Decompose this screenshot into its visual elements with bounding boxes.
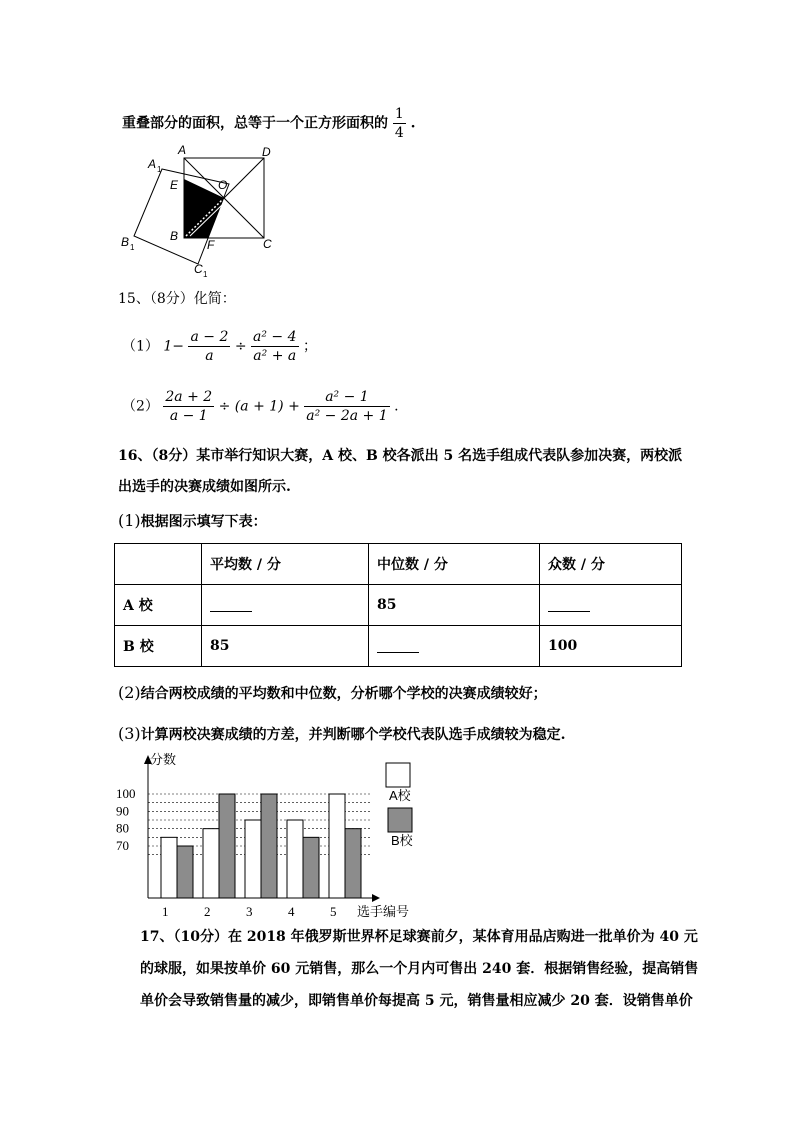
squares-diagram bbox=[110, 140, 300, 280]
intro-text: 重叠部分的面积，总等于一个正方形面积的 bbox=[122, 115, 388, 132]
bar-a-1 bbox=[161, 837, 177, 898]
quarter-fraction bbox=[393, 105, 406, 142]
q15-p1-end: ； bbox=[302, 338, 317, 355]
cell-a-mode[interactable] bbox=[540, 585, 682, 626]
bar-b-3 bbox=[261, 794, 277, 898]
frac-denominator: a − 1 bbox=[169, 408, 208, 424]
sub1-number: (1) bbox=[118, 511, 141, 530]
chart-legend bbox=[386, 763, 414, 848]
table-header-row bbox=[115, 544, 682, 585]
x-tick-label: 2 bbox=[204, 904, 211, 919]
label-a1-sub: 1 bbox=[157, 165, 162, 174]
frac-numerator: 2a + 2 bbox=[165, 389, 213, 405]
q16-sub3 bbox=[118, 725, 566, 744]
label-o: O bbox=[218, 178, 228, 192]
x-tick-label: 5 bbox=[330, 904, 337, 919]
table-row bbox=[115, 626, 682, 667]
table-header-cell: 平均数 / 分 bbox=[202, 544, 369, 585]
bar-b-4 bbox=[303, 837, 319, 898]
table-header-cell: 众数 / 分 bbox=[540, 544, 682, 585]
bar-b-1 bbox=[177, 846, 193, 898]
q15-part1 bbox=[122, 328, 317, 365]
bar-b-5 bbox=[345, 829, 361, 898]
q17-line2: 的球服，如果按单价 60 元销售，那么一个月内可售出 240 套．根据销售经验，提高销售 bbox=[140, 961, 699, 977]
y-tick-label: 100 bbox=[116, 786, 136, 801]
cell-b-median[interactable] bbox=[369, 626, 540, 667]
stats-table bbox=[114, 543, 682, 667]
row-label-a: A 校 bbox=[115, 585, 202, 626]
x-tick-label: 3 bbox=[246, 904, 253, 919]
q15-heading: 15、（8分）化简： bbox=[118, 291, 236, 307]
q17-line1: 17、（10分）在 2018 年俄罗斯世界杯足球赛前夕，某体育用品店购进一批单价为 40 元 bbox=[140, 929, 698, 945]
q15-p1-label: （1） bbox=[122, 338, 159, 355]
label-b: B bbox=[170, 229, 179, 243]
q15-part2 bbox=[122, 388, 399, 425]
intro-line bbox=[122, 105, 416, 142]
x-tick-label: 4 bbox=[288, 904, 295, 919]
x-tick-label: 1 bbox=[162, 904, 169, 919]
intro-period: . bbox=[410, 115, 416, 132]
q16-line2: 出选手的决赛成绩如图所示. bbox=[118, 479, 291, 495]
q16-sub1 bbox=[118, 512, 267, 531]
label-b1-sub: 1 bbox=[130, 243, 135, 252]
answer-blank[interactable] bbox=[210, 599, 252, 612]
legend-swatch-b bbox=[388, 808, 412, 832]
q16-sub2 bbox=[118, 684, 547, 703]
q15-p1-frac1 bbox=[188, 328, 230, 365]
cell-a-mean[interactable] bbox=[202, 585, 369, 626]
answer-blank[interactable] bbox=[377, 640, 419, 653]
q17-line3: 单价会导致销售量的减少，即销售单价每提高 5 元，销售量相应减少 20 套．设销售单价 bbox=[140, 993, 693, 1009]
frac-denominator: a² + a bbox=[253, 348, 297, 364]
frac-numerator: a² − 4 bbox=[253, 329, 297, 345]
cell-b-mean: 85 bbox=[202, 626, 369, 667]
q15-p1-frac2 bbox=[251, 328, 299, 365]
q15-p2-end: . bbox=[394, 398, 399, 415]
legend-swatch-a bbox=[386, 763, 410, 787]
y-tick-label: 80 bbox=[116, 820, 129, 836]
y-tick-label: 70 bbox=[116, 838, 129, 853]
q15-p2-frac1 bbox=[163, 388, 214, 425]
y-axis-label: 分数 bbox=[150, 752, 177, 767]
bar-a-5 bbox=[329, 794, 345, 898]
sub1-text: 根据图示填写下表： bbox=[140, 514, 267, 530]
fraction-numerator: 1 bbox=[394, 106, 404, 122]
cell-b-mode: 100 bbox=[540, 626, 682, 667]
answer-blank[interactable] bbox=[548, 599, 590, 612]
label-b1: B bbox=[121, 235, 130, 249]
frac-denominator: a bbox=[205, 348, 214, 364]
bar-a-3 bbox=[245, 820, 261, 898]
label-c1: C bbox=[194, 262, 203, 276]
label-f: F bbox=[207, 238, 215, 252]
frac-numerator: a² − 1 bbox=[304, 388, 389, 407]
label-a: A bbox=[178, 143, 187, 157]
q16-line1: 16、（8分）某市举行知识大赛，A 校、B 校各派出 5 名选手组成代表队参加决赛，两校派 bbox=[118, 448, 683, 464]
label-e: E bbox=[170, 178, 179, 192]
cell-a-median: 85 bbox=[369, 585, 540, 626]
legend-label-b: B校 bbox=[391, 833, 413, 848]
bar-b-2 bbox=[219, 794, 235, 898]
label-c: C bbox=[263, 237, 272, 251]
sub2-text: 结合两校成绩的平均数和中位数，分析哪个学校的决赛成绩较好； bbox=[140, 686, 547, 702]
table-row bbox=[115, 585, 682, 626]
bar-a-2 bbox=[203, 829, 219, 898]
y-tick-label: 90 bbox=[116, 803, 129, 819]
row-label-b: B 校 bbox=[115, 626, 202, 667]
legend-label-a: A校 bbox=[389, 788, 411, 803]
label-d: D bbox=[262, 145, 271, 159]
x-axis-arrow bbox=[372, 894, 380, 902]
sub2-number: (2) bbox=[118, 683, 141, 702]
q15-p1-lead: 1− bbox=[163, 338, 185, 355]
table-header-cell: 中位数 / 分 bbox=[369, 544, 540, 585]
q15-p2-mid: ÷ (a + 1) + bbox=[218, 398, 300, 415]
sub3-number: (3) bbox=[118, 724, 141, 743]
chart-bars bbox=[161, 794, 361, 898]
q15-p2-frac2 bbox=[304, 388, 389, 425]
label-a1: A bbox=[148, 157, 157, 171]
bar-a-4 bbox=[287, 820, 303, 898]
q15-p2-label: （2） bbox=[122, 398, 159, 415]
x-axis-label: 选手编号 bbox=[357, 904, 410, 919]
bar-chart bbox=[110, 750, 430, 922]
q15-p1-op: ÷ bbox=[234, 338, 247, 355]
frac-denominator: a² − 2a + 1 bbox=[306, 408, 388, 424]
fraction-denominator: 4 bbox=[394, 125, 404, 141]
table-header-cell bbox=[115, 544, 202, 585]
frac-numerator: a − 2 bbox=[190, 329, 229, 345]
label-c1-sub: 1 bbox=[203, 270, 208, 279]
sub3-text: 计算两校决赛成绩的方差，并判断哪个学校代表队选手成绩较为稳定. bbox=[140, 727, 566, 743]
